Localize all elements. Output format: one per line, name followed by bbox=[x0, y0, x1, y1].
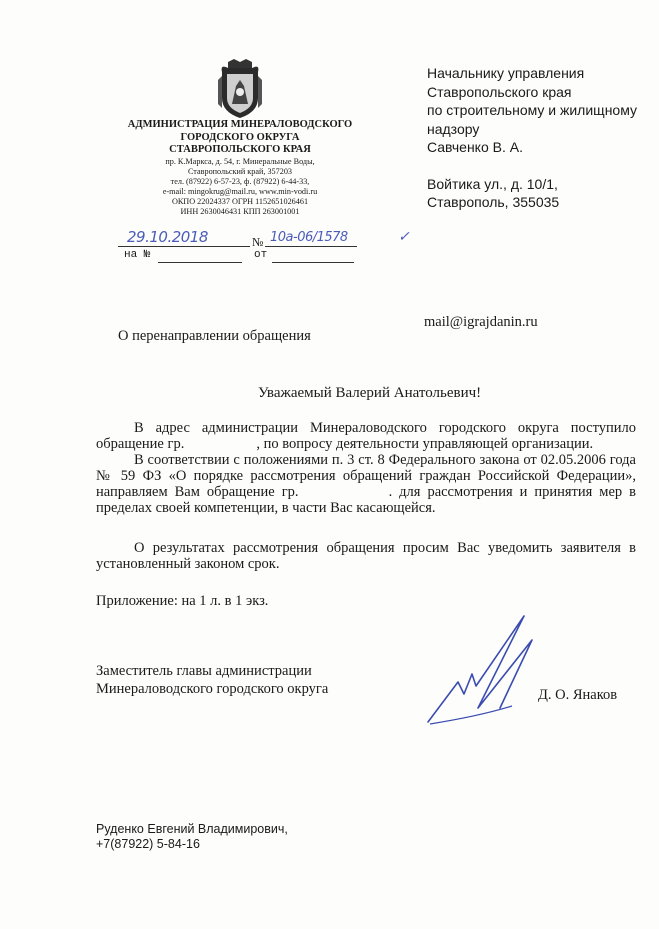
number-sign: № bbox=[252, 235, 264, 249]
incoming-number-underline bbox=[158, 262, 242, 263]
body-paragraph-2: В соответствии с положениями п. 3 ст. 8 Федерального закона от 02.05.2006 года № 59 ФЗ «О порядке рассмотрения обращений граждан Российской Федерации», направляем Вам обращение гр. . для рассмотрения и принятия мер в пределах своей компетенции, в части Вас касающейся. bbox=[96, 452, 636, 516]
org-address-line-2: Ставропольский край, 357203 bbox=[187, 167, 293, 176]
executor-block bbox=[96, 822, 288, 851]
outgoing-number: 10а-06/1578 bbox=[270, 230, 348, 245]
date-underline bbox=[118, 246, 250, 247]
recipient-line: по строительному и жилищному bbox=[427, 102, 637, 118]
attachment-note: Приложение: на 1 л. в 1 экз. bbox=[96, 593, 269, 609]
greeting: Уважаемый Валерий Анатольевич! bbox=[258, 385, 482, 401]
executor-phone: +7(87922) 5-84-16 bbox=[96, 836, 200, 851]
incoming-number-label: на № bbox=[124, 249, 151, 261]
recipient-block bbox=[427, 64, 637, 212]
org-inn-kpp: ИНН 2630046431 КПП 263001001 bbox=[180, 207, 300, 216]
recipient-line: надзору bbox=[427, 120, 480, 137]
letter-subject: О перенаправлении обращения bbox=[118, 328, 311, 344]
body-paragraph-1: В адрес администрации Минераловодского городского округа поступило обращение гр. , по вопросу деятельности управляющей организации. bbox=[96, 420, 636, 452]
recipient-email: mail@igrajdanin.ru bbox=[424, 314, 538, 330]
org-email-web: e-mail: mingokrug@mail.ru, www.min-vodi.ru bbox=[162, 187, 318, 196]
body-paragraph-3: О результатах рассмотрения обращения просим Вас уведомить заявителя в установленный законом срок. bbox=[96, 540, 636, 572]
number-underline bbox=[265, 246, 357, 247]
incoming-date-underline bbox=[272, 262, 354, 263]
org-name: АДМИНИСТРАЦИЯ МИНЕРАЛОВОДСКОГО ГОРОДСКОГО ОКРУГА СТАВРОПОЛЬСКОГО КРАЯ bbox=[127, 119, 353, 155]
org-okpo-ogrn: ОКПО 22024337 ОГРН 1152651026461 bbox=[171, 197, 309, 206]
outgoing-date: 29.10.2018 bbox=[127, 228, 208, 246]
signatory-role: Заместитель главы администрации Минераловодского городского округа bbox=[96, 663, 329, 697]
recipient-address: Войтика ул., д. 10/1, bbox=[427, 175, 558, 192]
recipient-name: Савченко В. А. bbox=[427, 139, 523, 155]
recipient-line: Ставропольского края bbox=[427, 83, 572, 100]
signatory-name: Д. О. Янаков bbox=[538, 687, 618, 703]
incoming-date-label: от bbox=[254, 249, 268, 261]
checkmark-icon: ✓ bbox=[398, 230, 410, 245]
executor-name: Руденко Евгений Владимирович, bbox=[96, 822, 288, 836]
recipient-line: Начальнику управления bbox=[427, 65, 585, 81]
handwritten-signature bbox=[420, 612, 560, 732]
org-address-line-1: пр. К.Маркса, д. 54, г. Минеральные Воды, bbox=[165, 157, 315, 166]
org-phones: тел. (87922) 6-57-23, ф. (87922) 6-44-33, bbox=[170, 177, 310, 186]
coat-of-arms-icon bbox=[218, 58, 262, 120]
recipient-address: Ставрополь, 355035 bbox=[427, 194, 560, 210]
